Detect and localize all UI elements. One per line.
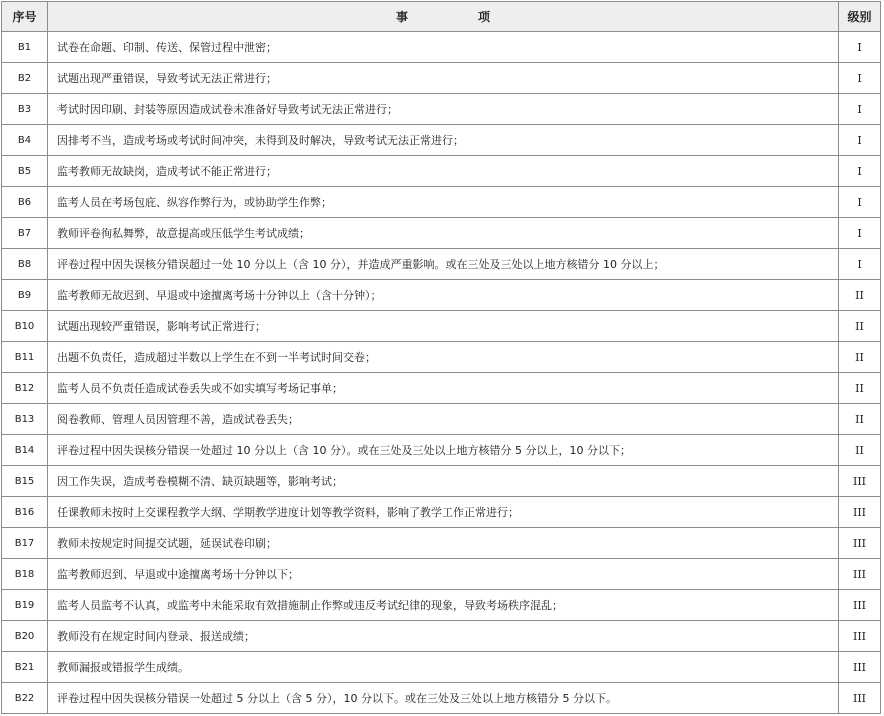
row-number: B2 — [2, 63, 48, 94]
row-level: I — [839, 32, 881, 63]
row-number: B22 — [2, 683, 48, 714]
table-row — [2, 652, 881, 683]
row-level: II — [839, 311, 881, 342]
table-row — [2, 32, 881, 63]
row-item-text: 试题出现较严重错误，影响考试正常进行； — [48, 311, 839, 342]
row-number: B10 — [2, 311, 48, 342]
row-level: III — [839, 559, 881, 590]
row-number: B11 — [2, 342, 48, 373]
header-item-char1: 事 — [395, 10, 408, 24]
table-row — [2, 404, 881, 435]
table-row — [2, 559, 881, 590]
row-item-text: 教师评卷徇私舞弊，故意提高或压低学生考试成绩； — [48, 218, 839, 249]
table-row — [2, 249, 881, 280]
row-item-text: 试题出现严重错误，导致考试无法正常进行； — [48, 63, 839, 94]
incident-table — [1, 1, 881, 714]
row-level: III — [839, 590, 881, 621]
row-level: I — [839, 156, 881, 187]
row-number: B3 — [2, 94, 48, 125]
row-number: B16 — [2, 497, 48, 528]
row-item-text: 监考教师无故缺岗，造成考试不能正常进行； — [48, 156, 839, 187]
row-number: B13 — [2, 404, 48, 435]
row-number: B20 — [2, 621, 48, 652]
table-row — [2, 311, 881, 342]
row-item-text: 评卷过程中因失误核分错误一处超过 5 分以上（含 5 分），10 分以下。或在三处及三处以上地方核错分 5 分以下。 — [48, 683, 839, 714]
row-level: I — [839, 125, 881, 156]
row-item-text: 教师漏报或错报学生成绩。 — [48, 652, 839, 683]
header-item — [48, 2, 839, 32]
row-level: III — [839, 621, 881, 652]
row-level: I — [839, 249, 881, 280]
row-item-text: 因工作失误，造成考卷模糊不清、缺页缺题等，影响考试； — [48, 466, 839, 497]
table-row — [2, 156, 881, 187]
table-row — [2, 218, 881, 249]
row-number: B7 — [2, 218, 48, 249]
table-row — [2, 683, 881, 714]
table-row — [2, 528, 881, 559]
row-level: I — [839, 94, 881, 125]
table-row — [2, 187, 881, 218]
row-number: B1 — [2, 32, 48, 63]
row-level: II — [839, 342, 881, 373]
header-no: 序号 — [2, 2, 48, 32]
row-level: III — [839, 466, 881, 497]
table-row — [2, 280, 881, 311]
row-item-text: 出题不负责任，造成超过半数以上学生在不到一半考试时间交卷； — [48, 342, 839, 373]
row-item-text: 任课教师未按时上交课程教学大纲、学期教学进度计划等教学资料，影响了教学工作正常进行； — [48, 497, 839, 528]
row-number: B4 — [2, 125, 48, 156]
row-number: B19 — [2, 590, 48, 621]
row-item-text: 评卷过程中因失误核分错误一处超过 10 分以上（含 10 分）。或在三处及三处以上地方核错分 5 分以上，10 分以下； — [48, 435, 839, 466]
row-number: B6 — [2, 187, 48, 218]
row-number: B21 — [2, 652, 48, 683]
row-level: II — [839, 373, 881, 404]
row-level: III — [839, 528, 881, 559]
row-number: B17 — [2, 528, 48, 559]
header-row — [2, 2, 881, 32]
table-row — [2, 125, 881, 156]
row-item-text: 教师未按规定时间提交试题，延误试卷印刷； — [48, 528, 839, 559]
row-item-text: 教师没有在规定时间内登录、报送成绩； — [48, 621, 839, 652]
table-row — [2, 435, 881, 466]
table-row — [2, 373, 881, 404]
row-level: II — [839, 404, 881, 435]
row-item-text: 监考人员在考场包庇、纵容作弊行为，或协助学生作弊； — [48, 187, 839, 218]
table-row — [2, 94, 881, 125]
row-item-text: 监考人员监考不认真，或监考中未能采取有效措施制止作弊或违反考试纪律的现象，导致考场秩序混乱； — [48, 590, 839, 621]
row-number: B12 — [2, 373, 48, 404]
row-number: B18 — [2, 559, 48, 590]
table-row — [2, 466, 881, 497]
row-level: II — [839, 280, 881, 311]
row-number: B14 — [2, 435, 48, 466]
table-row — [2, 590, 881, 621]
row-number: B8 — [2, 249, 48, 280]
table-row — [2, 621, 881, 652]
row-item-text: 监考教师无故迟到、早退或中途擅离考场十分钟以上（含十分钟）； — [48, 280, 839, 311]
row-number: B9 — [2, 280, 48, 311]
row-item-text: 因排考不当，造成考场或考试时间冲突，未得到及时解决，导致考试无法正常进行； — [48, 125, 839, 156]
table-row — [2, 342, 881, 373]
row-level: I — [839, 218, 881, 249]
row-level: III — [839, 683, 881, 714]
row-level: III — [839, 497, 881, 528]
row-item-text: 试卷在命题、印制、传送、保管过程中泄密； — [48, 32, 839, 63]
row-item-text: 考试时因印刷、封装等原因造成试卷未准备好导致考试无法正常进行； — [48, 94, 839, 125]
row-number: B5 — [2, 156, 48, 187]
row-level: I — [839, 187, 881, 218]
row-item-text: 监考人员不负责任造成试卷丢失或不如实填写考场记事单； — [48, 373, 839, 404]
row-level: II — [839, 435, 881, 466]
table-row — [2, 63, 881, 94]
row-level: III — [839, 652, 881, 683]
table-row — [2, 497, 881, 528]
row-level: I — [839, 63, 881, 94]
row-item-text: 监考教师迟到、早退或中途擅离考场十分钟以下； — [48, 559, 839, 590]
header-level: 级别 — [839, 2, 881, 32]
header-item-char2: 项 — [478, 10, 491, 24]
row-item-text: 阅卷教师、管理人员因管理不善，造成试卷丢失； — [48, 404, 839, 435]
row-item-text: 评卷过程中因失误核分错误超过一处 10 分以上（含 10 分），并造成严重影响。或在三处及三处以上地方核错分 10 分以上； — [48, 249, 839, 280]
row-number: B15 — [2, 466, 48, 497]
